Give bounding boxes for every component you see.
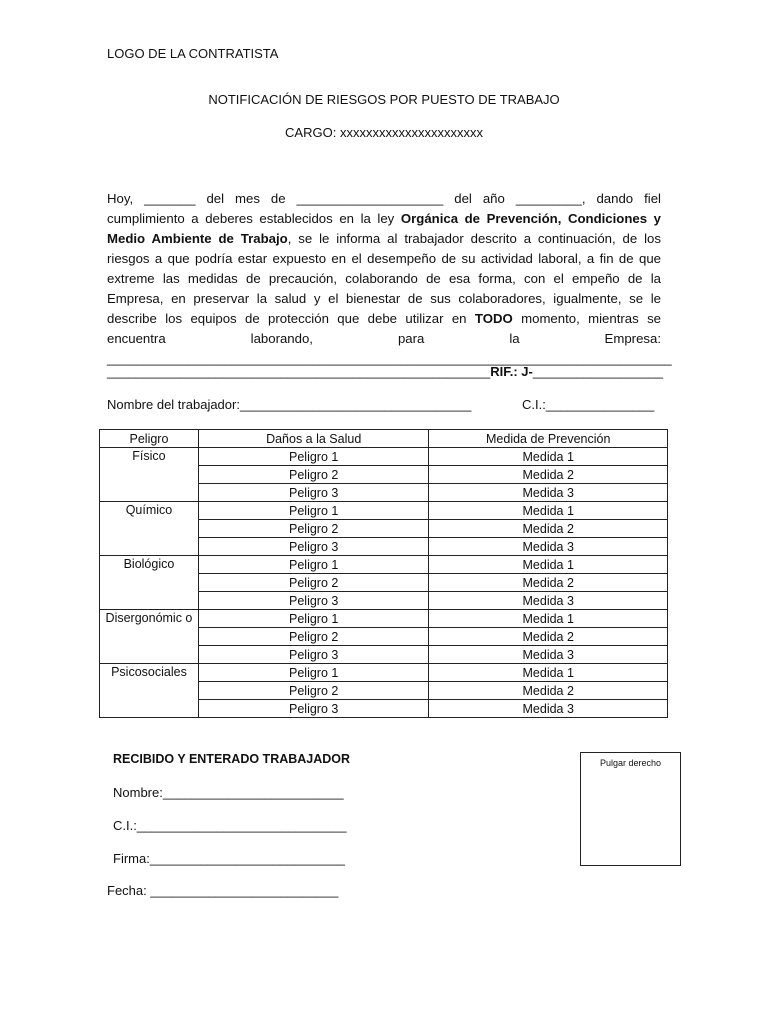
hazard-category: Químico [100, 502, 199, 556]
worker-ci-field: C.I.:_______________ [522, 397, 655, 412]
hazard-item: Peligro 2 [198, 628, 429, 646]
risk-table [99, 429, 668, 718]
table-row [100, 556, 668, 574]
hazard-item: Peligro 3 [198, 538, 429, 556]
company-name-blank: _____________________________________________________ [107, 364, 491, 379]
hazard-category: Físico [100, 448, 199, 502]
hazard-item: Peligro 1 [198, 448, 429, 466]
receipt-date-field: Fecha: __________________________ [107, 883, 339, 898]
notification-paragraph [107, 189, 672, 369]
receipt-title: RECIBIDO Y ENTERADO TRABAJADOR [113, 752, 351, 766]
hazard-item: Peligro 2 [198, 520, 429, 538]
table-header-row [100, 430, 668, 448]
prevention-measure: Medida 2 [429, 466, 668, 484]
hazard-item: Peligro 3 [198, 700, 429, 718]
hazard-item: Peligro 1 [198, 610, 429, 628]
hazard-item: Peligro 2 [198, 682, 429, 700]
header-peligro: Peligro [100, 430, 199, 448]
contractor-logo-placeholder: LOGO DE LA CONTRATISTA [107, 46, 279, 61]
document-title: NOTIFICACIÓN DE RIESGOS POR PUESTO DE TRABAJO [208, 92, 560, 107]
hazard-item: Peligro 3 [198, 484, 429, 502]
company-rif-line [107, 364, 663, 379]
hazard-item: Peligro 2 [198, 466, 429, 484]
paragraph-end: momento, mientras se encuentra laborando, para la Empresa: _____________________________________________________________________________ [107, 311, 672, 366]
table-row [100, 610, 668, 628]
prevention-measure: Medida 2 [429, 682, 668, 700]
emphasis-todo: TODO [474, 311, 513, 326]
receipt-signature-field: Firma:___________________________ [113, 851, 346, 866]
prevention-measure: Medida 3 [429, 592, 668, 610]
header-medida: Medida de Prevención [429, 430, 668, 448]
prevention-measure: Medida 1 [429, 556, 668, 574]
prevention-measure: Medida 3 [429, 700, 668, 718]
hazard-item: Peligro 3 [198, 646, 429, 664]
hazard-item: Peligro 1 [198, 664, 429, 682]
prevention-measure: Medida 1 [429, 664, 668, 682]
table-row [100, 448, 668, 466]
prevention-measure: Medida 3 [429, 538, 668, 556]
prevention-measure: Medida 1 [429, 448, 668, 466]
receipt-ci-field: C.I.:_____________________________ [113, 818, 347, 833]
table-row [100, 664, 668, 682]
paragraph-intro: Hoy, _______ del mes de ____________________ del año _________, dando fiel cumplimiento a deberes establecidos en la ley [107, 191, 661, 226]
table-row [100, 502, 668, 520]
header-danos: Daños a la Salud [198, 430, 429, 448]
prevention-measure: Medida 2 [429, 628, 668, 646]
hazard-item: Peligro 1 [198, 502, 429, 520]
job-position: CARGO: xxxxxxxxxxxxxxxxxxxxxx [285, 125, 483, 140]
paragraph-body: , se le informa al trabajador descrito a continuación, de los riesgos a que podría estar expuesto en el desempeño de su actividad laboral, a fin de que extreme las medidas de precaución, colaborando de esa forma, con el empeño de la Empresa, en preservar la salud y el bienestar de sus colaboradores, igualmente, se le describe los equipos de protección que debe utilizar en [107, 231, 661, 326]
hazard-item: Peligro 2 [198, 574, 429, 592]
prevention-measure: Medida 1 [429, 502, 668, 520]
prevention-measure: Medida 3 [429, 646, 668, 664]
prevention-measure: Medida 1 [429, 610, 668, 628]
hazard-category: Biológico [100, 556, 199, 610]
law-name: Orgánica de Prevención, Condiciones y Medio Ambiente de Trabajo [107, 211, 661, 246]
rif-label: RIF.: J- [490, 364, 533, 379]
prevention-measure: Medida 3 [429, 484, 668, 502]
hazard-item: Peligro 1 [198, 556, 429, 574]
hazard-item: Peligro 3 [198, 592, 429, 610]
rif-blank: __________________ [532, 364, 663, 379]
prevention-measure: Medida 2 [429, 574, 668, 592]
worker-name-field: Nombre del trabajador:________________________________ [107, 397, 472, 412]
thumbprint-label: Pulgar derecho [599, 758, 662, 768]
receipt-name-field: Nombre:_________________________ [113, 785, 344, 800]
prevention-measure: Medida 2 [429, 520, 668, 538]
hazard-category: Psicosociales [100, 664, 199, 718]
thumbprint-box [580, 752, 681, 866]
hazard-category: Disergonómic o [100, 610, 199, 664]
